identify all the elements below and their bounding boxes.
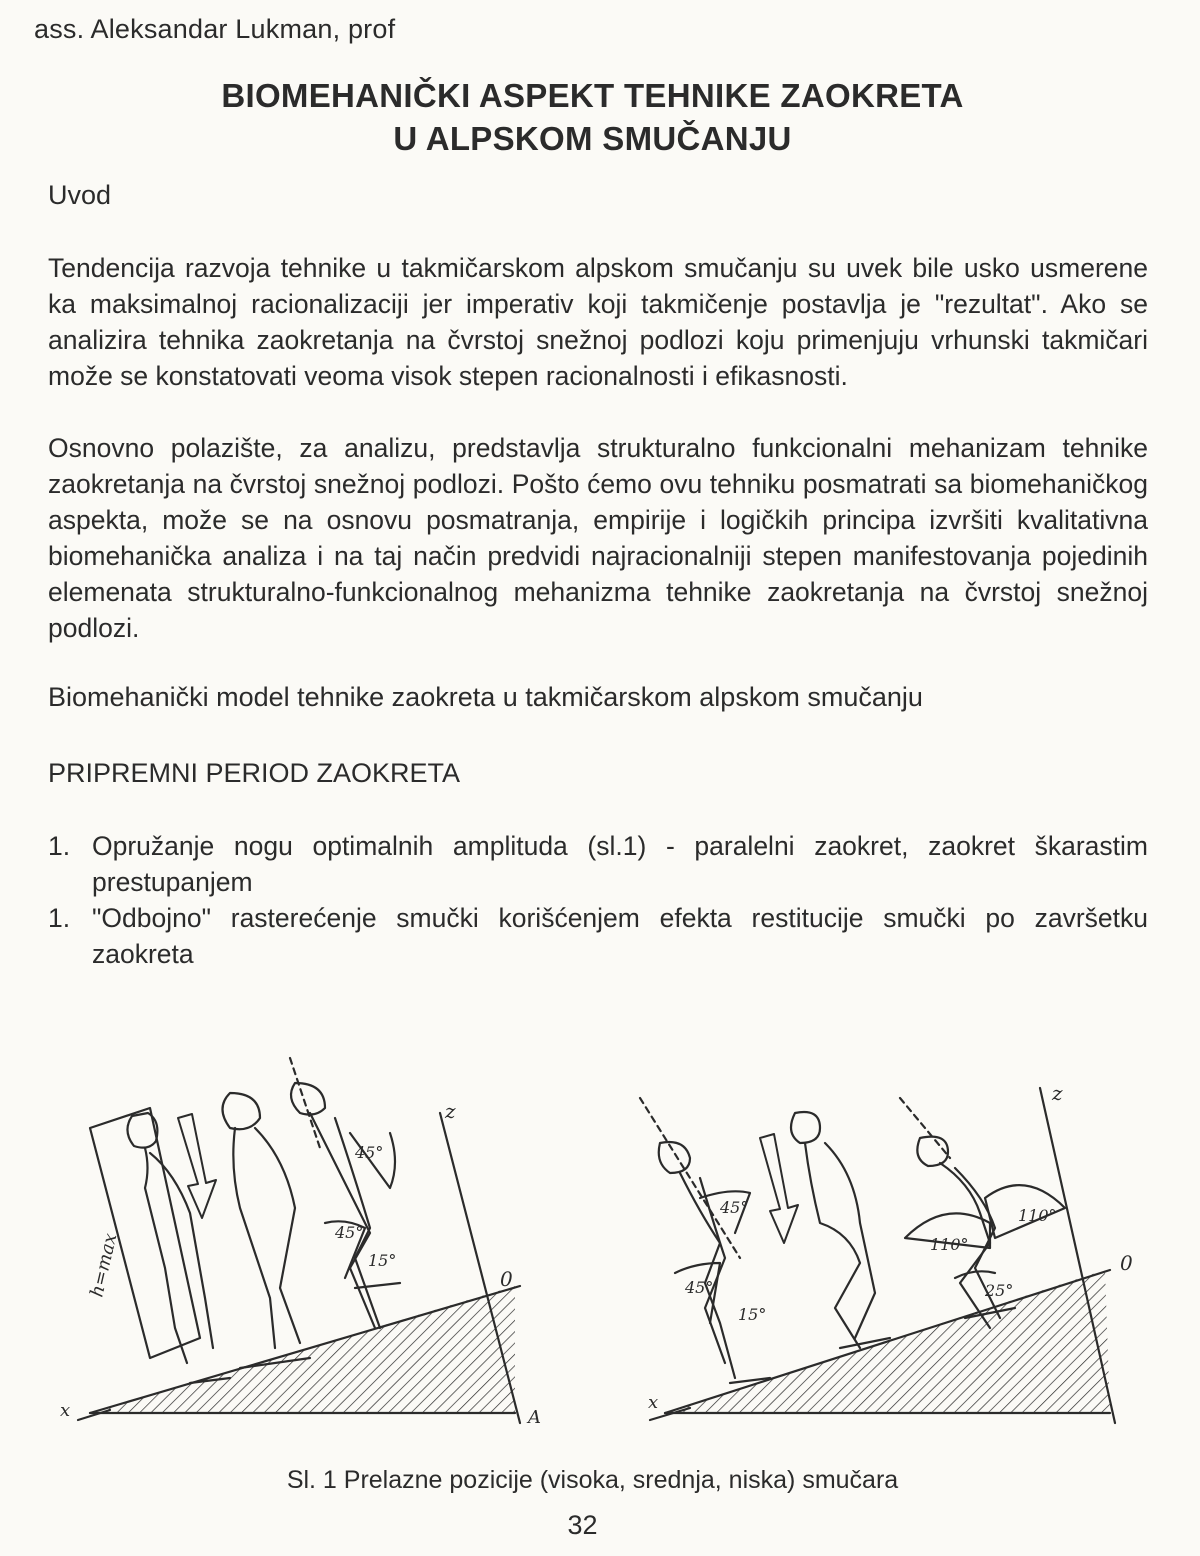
height-label: h=max (86, 1231, 122, 1300)
angle-label-a: 45° (355, 1143, 384, 1162)
origin-label: 0 (500, 1267, 513, 1291)
list-item-text: "Odbojno" rasterećenje smučki korišćenjem efekta restitucije smučki po završetku zaokreta (92, 903, 1148, 969)
document-title (0, 74, 1185, 160)
list-item-number: 1. (48, 831, 71, 861)
skier-diagram (50, 1038, 1160, 1478)
left-diagram (60, 1058, 541, 1428)
intro-paragraph-2: Osnovno polazište, za analizu, predstavlja strukturalno funkcionalni mehanizam tehnike zaokretanja na čvrstoj snežnoj podlozi. Pošto ćemo ovu tehniku posmatrati sa biomehaničkog aspekta, može se na osnovu posmatranja, empirije i logičkih principa izvršiti kvalitativna biomehanička analiza i na taj način predvidi najracionalniji stepen manifestovanja pojedinih elemenata strukturalno-funkcionalnog mehanizma tehnike zaokretanja na čvrstoj snežnoj podlozi. (48, 433, 1148, 643)
angle-label-c: 15° (368, 1251, 397, 1270)
skier-low (290, 1058, 400, 1328)
trunk-axis (290, 1058, 320, 1148)
trunk-axis (640, 1098, 740, 1258)
trunk-axis (900, 1098, 950, 1158)
angle-label-b: 45° (685, 1278, 714, 1297)
author-line: ass. Aleksandar Lukman, prof (34, 14, 396, 44)
list-item-text: Opružanje nogu optimalnih amplituda (sl.1) - paralelni zaokret, zaokret škarastim prestupanjem (92, 831, 1148, 897)
skier-high (127, 1113, 230, 1383)
intro-paragraph-1: Tendencija razvoja tehnike u takmičarskom alpskom smučanju su uvek bile usko usmerene ka maksimalnoj racionalizaciji jer imperativ koji takmičenje postavlja je "rezultat". Ako se analizira tehnika zaokretanja na čvrstoj snežnoj podlozi koju primenjuju vrhunski takmičari može se konstatovati veoma visok stepen racionalnosti i efikasnosti. (48, 253, 1148, 391)
right-diagram (640, 1081, 1133, 1423)
figure-caption: Sl. 1 Prelazne pozicije (visoka, srednja, niska) smučara (286, 1466, 899, 1494)
angle-label-d: 110° (930, 1235, 969, 1254)
corner-label: A (528, 1407, 541, 1428)
angle-label-b: 45° (335, 1223, 364, 1242)
model-heading: Biomehanički model tehnike zaokreta u takmičarskom alpskom smučanju (48, 682, 923, 712)
angle-arc-f (955, 1271, 995, 1278)
title-line-2: U ALPSKOM SMUČANJU (393, 120, 792, 157)
force-arrow (178, 1114, 216, 1218)
x-axis-label: x (60, 1400, 71, 1421)
skier-middle (223, 1093, 311, 1368)
z-axis-label: z (445, 1099, 456, 1123)
title-line-1: BIOMEHANIČKI ASPEKT TEHNIKE ZAOKRETA (221, 77, 964, 114)
skier-high (640, 1098, 770, 1383)
angle-label-a: 45° (720, 1198, 749, 1217)
origin-label: 0 (1120, 1251, 1133, 1275)
intro-heading: Uvod (48, 180, 112, 210)
angle-label-c: 15° (738, 1305, 767, 1324)
skier-positions-figure (50, 1038, 1160, 1478)
list-item-number: 1. (48, 903, 71, 933)
list-item (48, 828, 1148, 900)
page-number: 32 (567, 1510, 598, 1540)
angle-label-e: 110° (1018, 1206, 1057, 1225)
list-item (48, 900, 1148, 972)
numbered-list (48, 828, 1148, 972)
skier-middle (791, 1112, 890, 1348)
x-axis-label: x (648, 1392, 659, 1413)
angle-label-f: 25° (985, 1281, 1014, 1300)
period-heading: PRIPREMNI PERIOD ZAOKRETA (48, 758, 461, 788)
z-axis-label: z (1052, 1081, 1063, 1105)
force-arrow (760, 1134, 798, 1243)
